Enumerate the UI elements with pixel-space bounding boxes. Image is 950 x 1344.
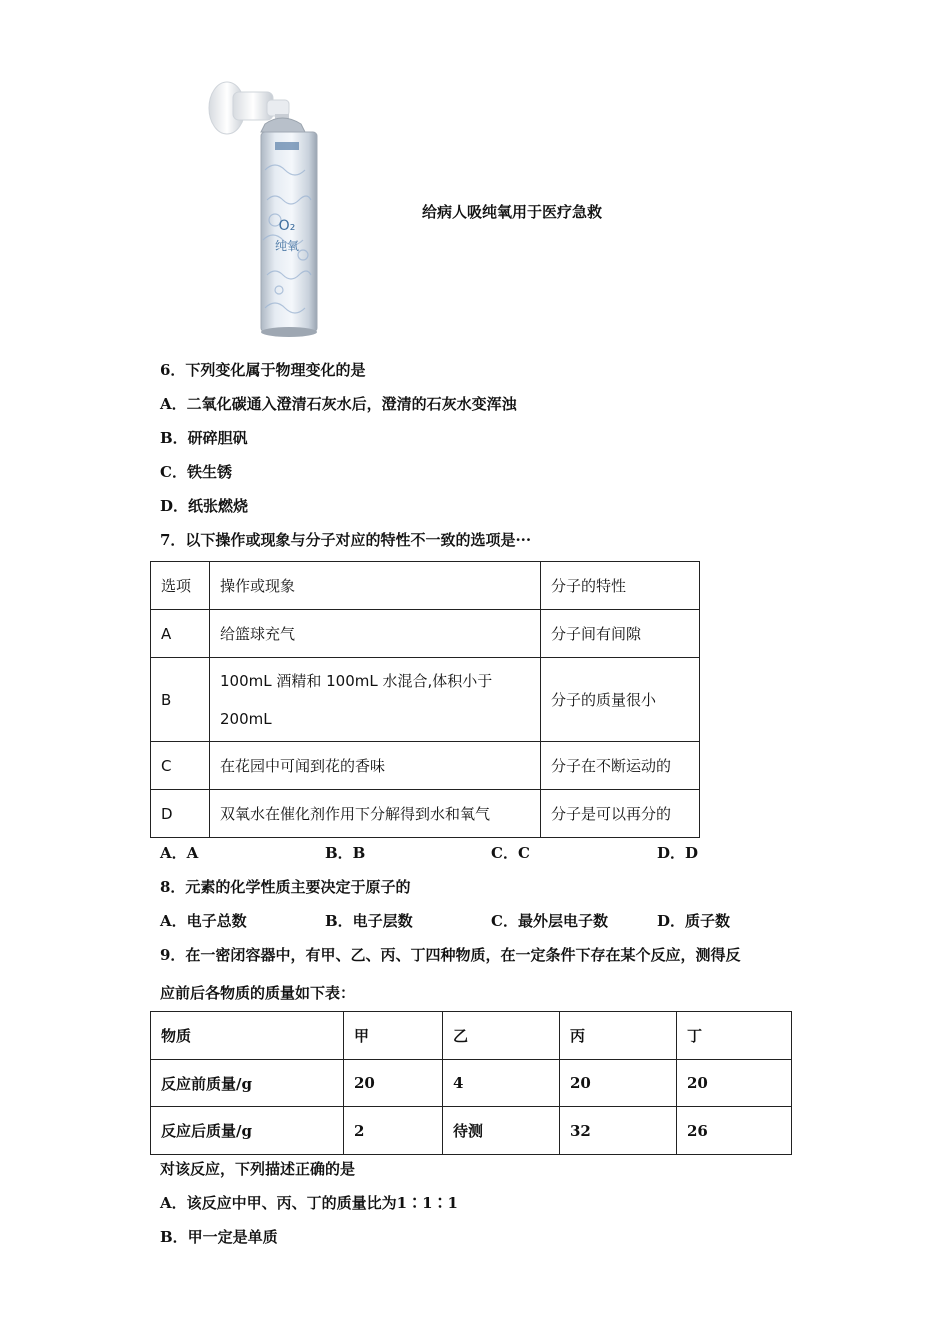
table-row <box>151 1107 792 1155</box>
table-cell: D <box>151 790 210 838</box>
table-header-cell: 甲 <box>344 1012 443 1060</box>
table-cell: 给篮球充气 <box>210 610 541 658</box>
table-header-cell: 操作或现象 <box>210 562 541 610</box>
table-header-cell: 丁 <box>677 1012 792 1060</box>
q8-option-d: D．质子数 <box>657 912 731 930</box>
table-header-cell: 物质 <box>151 1012 344 1060</box>
q7-table <box>150 561 700 838</box>
q9-option-b: B．甲一定是单质 <box>160 1228 278 1246</box>
q8-stem: 8．元素的化学性质主要决定于原子的 <box>160 878 411 896</box>
table-cell: 26 <box>677 1107 792 1155</box>
q9-table <box>150 1011 792 1155</box>
table-cell: 在花园中可闻到花的香味 <box>210 742 541 790</box>
oxygen-canister-image <box>205 80 330 340</box>
table-cell: 4 <box>443 1060 560 1107</box>
table-header-row <box>151 562 700 610</box>
q7-option-c: C．C <box>491 844 530 862</box>
table-header-row <box>151 1012 792 1060</box>
table-header-cell: 乙 <box>443 1012 560 1060</box>
q7-option-a: A．A <box>160 844 199 862</box>
q9-option-a: A．该反应中甲、丙、丁的质量比为1∶1∶1 <box>160 1194 458 1212</box>
q6-option-c: C．铁生锈 <box>160 463 232 481</box>
table-cell: 20 <box>677 1060 792 1107</box>
table-cell: 2 <box>344 1107 443 1155</box>
q6-option-b: B．研碎胆矾 <box>160 429 248 447</box>
table-header-cell: 选项 <box>151 562 210 610</box>
table-cell: 分子间有间隙 <box>541 610 700 658</box>
table-cell: 20 <box>344 1060 443 1107</box>
table-cell: 20 <box>560 1060 677 1107</box>
canister-formula: O₂ <box>278 218 296 234</box>
table-row <box>151 790 700 838</box>
q7-stem: 7．以下操作或现象与分子对应的特性不一致的选项是··· <box>160 531 532 549</box>
image-caption: 给病人吸纯氧用于医疗急救 <box>422 203 603 221</box>
oxygen-canister-illustration <box>205 80 330 340</box>
table-cell: 待测 <box>443 1107 560 1155</box>
table-row <box>151 610 700 658</box>
table-cell: 分子的质量很小 <box>541 658 700 742</box>
table-row <box>151 1060 792 1107</box>
q8-option-c: C．最外层电子数 <box>491 912 608 930</box>
q9-stem-line2: 应前后各物质的质量如下表： <box>160 984 356 1002</box>
q8-option-a: A．电子总数 <box>160 912 247 930</box>
table-cell-line: 100mL 酒精和 100mL 水混合,体积小于 <box>220 671 493 690</box>
table-cell <box>210 658 541 742</box>
q9-stem-line1: 9．在一密闭容器中，有甲、乙、丙、丁四种物质，在一定条件下存在某个反应，测得反 <box>160 946 741 964</box>
table-header-cell: 分子的特性 <box>541 562 700 610</box>
q6-option-a: A．二氧化碳通入澄清石灰水后，澄清的石灰水变浑浊 <box>160 395 517 413</box>
table-cell: B <box>151 658 210 742</box>
table-cell: 反应后质量/g <box>151 1107 344 1155</box>
q7-option-b: B．B <box>325 844 366 862</box>
q6-option-d: D．纸张燃烧 <box>160 497 249 515</box>
table-cell: A <box>151 610 210 658</box>
table-header-cell: 丙 <box>560 1012 677 1060</box>
table-cell: 分子在不断运动的 <box>541 742 700 790</box>
table-row <box>151 742 700 790</box>
q6-stem: 6．下列变化属于物理变化的是 <box>160 361 366 379</box>
q9-prompt: 对该反应，下列描述正确的是 <box>160 1160 356 1178</box>
q7-option-d: D．D <box>657 844 699 862</box>
table-cell: 分子是可以再分的 <box>541 790 700 838</box>
table-cell: 反应前质量/g <box>151 1060 344 1107</box>
table-row <box>151 658 700 742</box>
table-cell: 双氧水在催化剂作用下分解得到水和氧气 <box>210 790 541 838</box>
canister-name: 纯氧 <box>274 239 300 253</box>
q8-option-b: B．电子层数 <box>325 912 413 930</box>
table-cell-line: 200mL <box>220 709 272 728</box>
table-cell: C <box>151 742 210 790</box>
table-cell: 32 <box>560 1107 677 1155</box>
